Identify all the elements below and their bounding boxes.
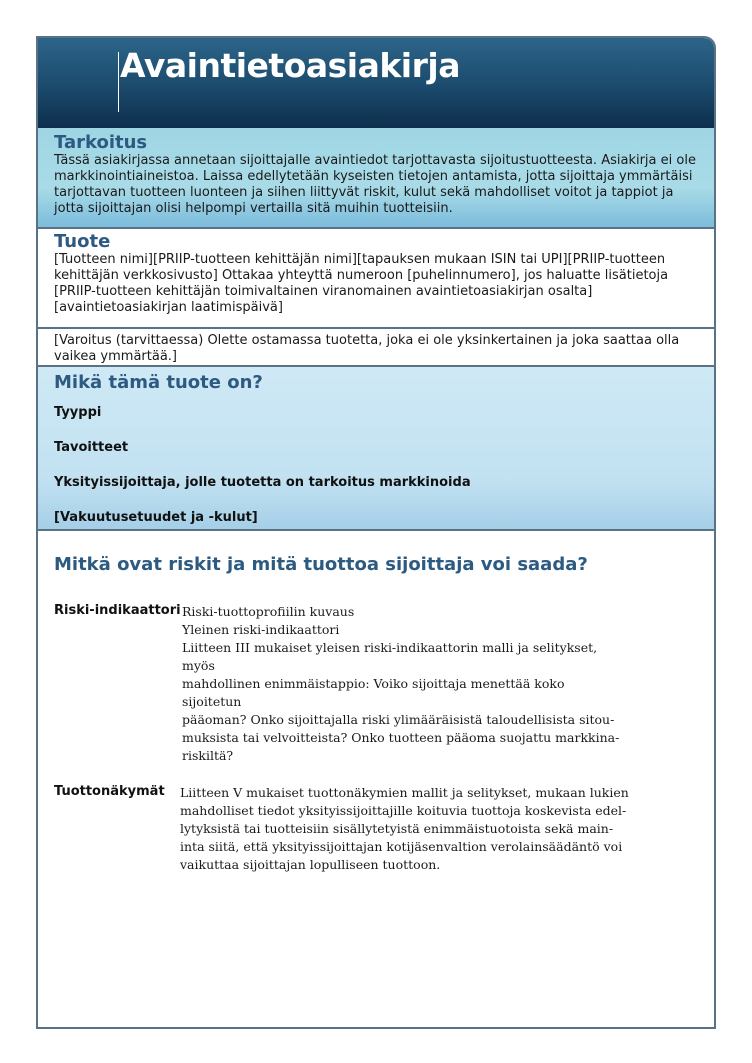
performance-scenarios-text [180, 784, 640, 874]
risks-heading: Mitkä ovat riskit ja mitä tuottoa sijoittaja voi saada? [54, 554, 588, 575]
risk-line: Riski-tuottoprofiilin kuvaus [182, 604, 355, 619]
risk-line: riskiltä? [182, 748, 234, 763]
purpose-heading: Tarkoitus [54, 132, 148, 153]
document-title: Avaintietoasiakirja [120, 46, 460, 85]
insurance-benefits-label: [Vakuutusetuudet ja -kulut] [54, 510, 258, 525]
scenario-line: Liitteen V mukaiset tuottonäkymien mallit ja selitykset, mukaan lukien [180, 785, 629, 800]
risk-indicator-label: Riski-indikaattori [54, 603, 181, 618]
type-label: Tyyppi [54, 405, 102, 420]
risk-line: pääoman? Onko sijoittajalla riski ylimääräisistä taloudellisista sitou- [182, 712, 615, 727]
warning-section [38, 329, 714, 367]
performance-scenarios-label: Tuottonäkymät [54, 784, 165, 799]
what-is-product-heading: Mikä tämä tuote on? [54, 372, 263, 393]
warning-text: [Varoitus (tarvittaessa) Olette ostamassa tuotetta, joka ei ole yksinkertainen ja joka saattaa olla vaikea ymmärtää.] [54, 333, 680, 364]
retail-investor-label: Yksityissijoittaja, jolle tuotetta on tarkoitus markkinoida [54, 475, 471, 490]
scenario-line: lytyksistä tai tuotteisiin sisällytetyistä enimmäistuotoista sekä main- [180, 821, 614, 836]
product-section [38, 227, 714, 329]
scenario-line: inta siitä, että yksityissijoittajan kotijäsenvaltion verolainsäädäntö voi [180, 839, 623, 854]
document-header [38, 38, 714, 128]
risk-line: Yleinen riski-indikaattori [182, 622, 340, 637]
product-text: [Tuotteen nimi][PRIIP-tuotteen kehittäjän nimi][tapauksen mukaan ISIN tai UPI][PRIIP-tuotteen kehittäjän verkkosivusto] Ottakaa yhteyttä numeroon [puhelinnumero], jos haluatte lisätietoja [PRIIP-tuotteen kehittäjän toimivaltainen viranomainen avaintietoasiakirjan osalta] [avaintietoasiakirjan laatimispäivä] [54, 252, 669, 315]
risks-section [38, 531, 714, 1029]
risk-line: mahdollinen enimmäistappio: Voiko sijoittaja menettää koko sijoitetun [182, 676, 565, 709]
document-page [36, 36, 716, 1029]
what-is-product-section [38, 367, 714, 531]
scenario-line: vaikuttaa sijoittajan lopulliseen tuottoon. [180, 857, 441, 872]
risk-line: muksista tai velvoitteista? Onko tuotteen pääoma suojattu markkina- [182, 730, 620, 745]
product-heading: Tuote [54, 231, 111, 252]
scenario-line: mahdolliset tiedot yksityissijoittajille koituvia tuottoja koskevista edel- [180, 803, 627, 818]
risk-indicator-text [182, 603, 622, 765]
header-divider [118, 52, 119, 112]
purpose-text: Tässä asiakirjassa annetaan sijoittajalle avaintiedot tarjottavasta sijoitustuotteesta. Asiakirja ei ole markkinointiaineistoa. Laissa edellytetään kyseisten tietojen antamista, jotta sijoittaja ymmärtäisi tarjottavan tuotteen luonteen ja siihen liittyvät riskit, kulut sekä mahdolliset voitot ja tappiot ja jotta sijoittajan olisi helpompi vertailla sitä muihin tuotteisiin. [54, 153, 696, 216]
objectives-label: Tavoitteet [54, 440, 129, 455]
purpose-section [38, 128, 714, 227]
risk-line: Liitteen III mukaiset yleisen riski-indikaattorin malli ja selitykset, myös [182, 640, 598, 673]
